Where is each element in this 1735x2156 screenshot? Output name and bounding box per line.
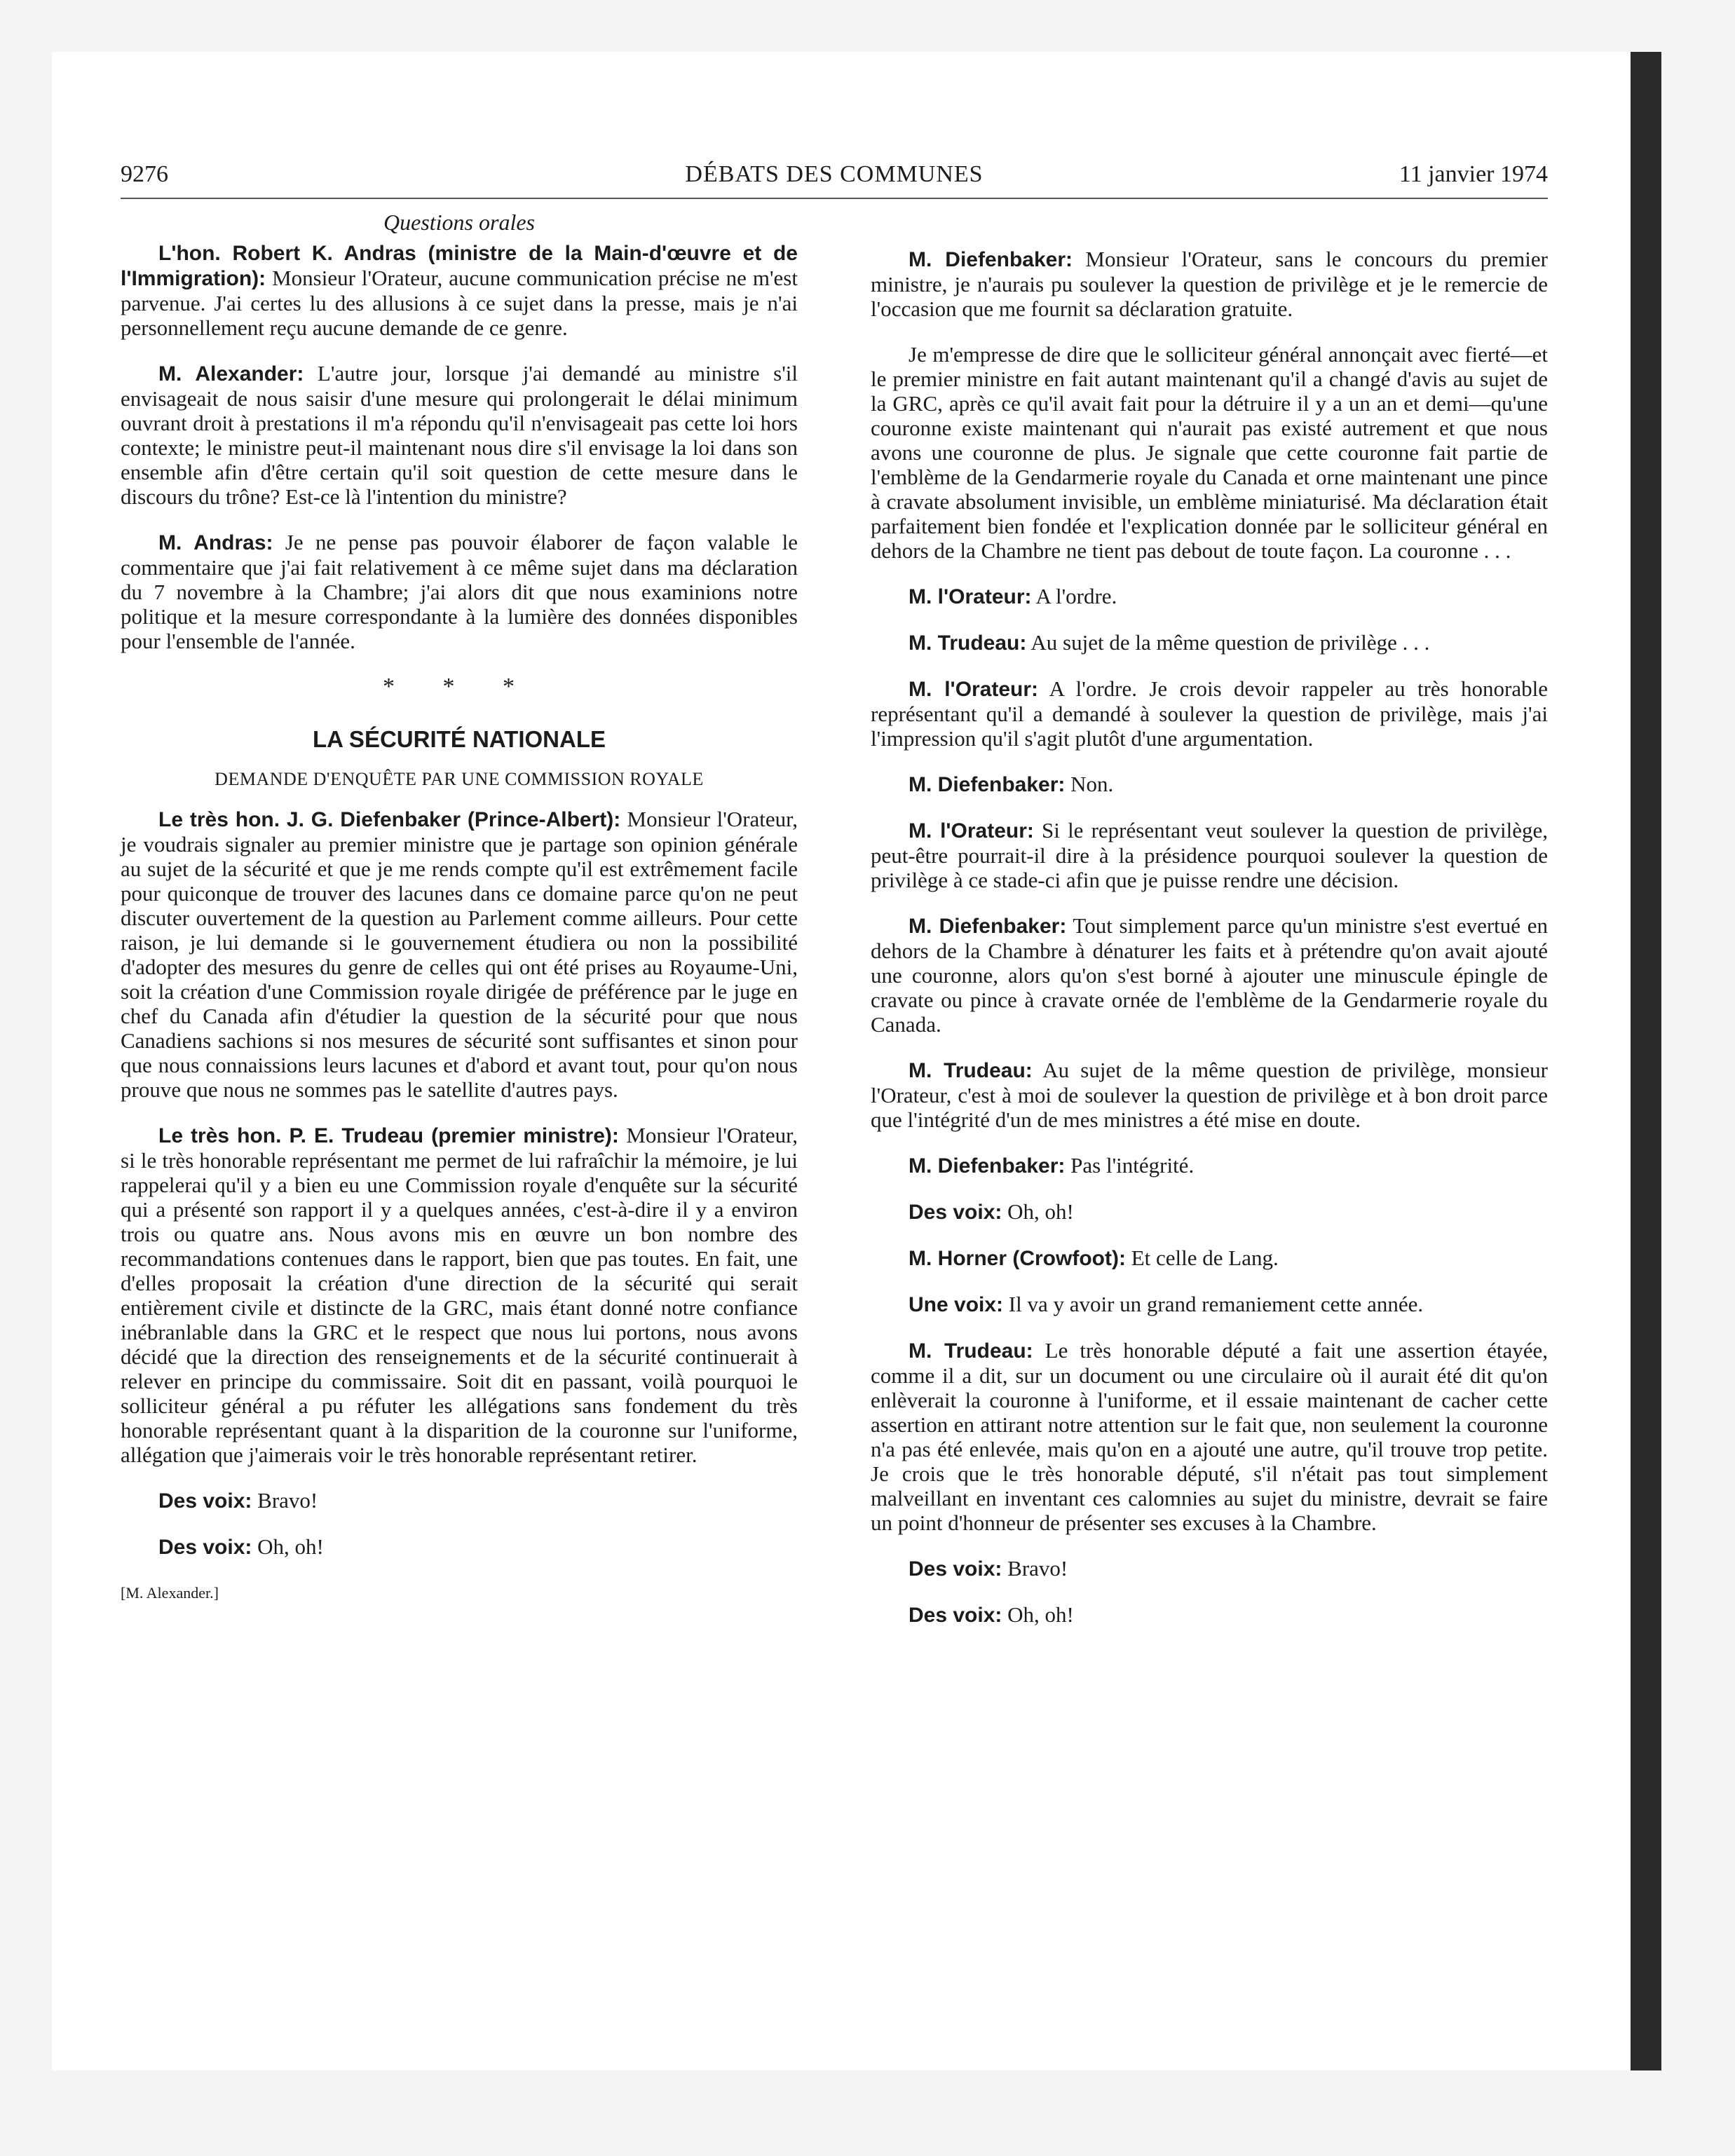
speech-paragraph	[871, 1153, 1548, 1178]
speech-text: Monsieur l'Orateur, aucune communication précise ne m'est parvenue. J'ai certes lu des allusions à ce sujet dans la presse, mais je n'ai personnellement reçu aucune demande de ce genre.	[121, 266, 798, 340]
speech-text: Au sujet de la même question de privilège, monsieur l'Orateur, c'est à moi de soulever la question de privilège et à bon droit parce que l'intégrité d'un de mes ministres a été mise en doute.	[871, 1058, 1548, 1132]
speaker-name: Le très hon. P. E. Trudeau (premier ministre):	[158, 1124, 619, 1147]
speech-paragraph	[871, 1058, 1548, 1132]
section-subheading: DEMANDE D'ENQUÊTE PAR UNE COMMISSION ROYALE	[215, 769, 704, 789]
left-column	[121, 210, 798, 1626]
speech-text: Je m'empresse de dire que le solliciteur général annonçait avec fierté—et le premier ministre en fait autant maintenant qu'il a changé d'avis au sujet de la GRC, après ce qu'il avait fait pour la détruire il y a un an et demi—qu'une couronne existe maintenant qui n'aurait pas existé autrement et que nous avons une couronne de plus. Je signale que cette couronne fait partie de l'emblème de la Gendarmerie royale du Canada et orne maintenant une pince à cravate absolument invisible, un emblème miniaturisé. Ma déclaration était parfaitement bien fondée et l'explication donnée par le solliciteur général en dehors de la Chambre ne tient pas debout de toute façon. La couronne . . .	[871, 342, 1548, 563]
section-heading: LA SÉCURITÉ NATIONALE	[313, 726, 606, 752]
speech-paragraph	[871, 342, 1548, 563]
speaker-name: M. Andras:	[158, 531, 273, 554]
speech-paragraph	[871, 1556, 1548, 1581]
speech-paragraph	[871, 1246, 1548, 1271]
speaker-name: Le très hon. J. G. Diefenbaker (Prince-Albert):	[158, 808, 621, 831]
publication-title: DÉBATS DES COMMUNES	[685, 161, 984, 187]
speaker-name: M. Trudeau:	[909, 1059, 1033, 1082]
speech-paragraph	[871, 1292, 1548, 1317]
speech-text: Non.	[1065, 772, 1114, 796]
speaker-name: Des voix:	[158, 1489, 252, 1513]
speech-paragraph	[871, 1602, 1548, 1628]
speech-text: Bravo!	[252, 1488, 318, 1513]
speaker-name: L'hon. Robert K. Andras (ministre de la Main-d'œuvre et de l'Immigration):	[121, 242, 798, 290]
speech-text: Je ne pense pas pouvoir élaborer de façon valable le commentaire que j'ai fait relativement à ce même sujet dans ma déclaration du 7 novembre à la Chambre; j'ai alors dit que nous examinions notre politique et la mesure correspondante à la lumière des données disponibles pour l'ensemble de l'année.	[121, 530, 798, 653]
speech-text: Et celle de Lang.	[1125, 1246, 1279, 1270]
speech-text: Oh, oh!	[252, 1534, 324, 1559]
speech-text: Si le représentant veut soulever la question de privilège, peut-être pourrait-il dire à la présidence pourquoi soulever la question de privilège à ce stade-ci afin que je puisse rendre une décision.	[871, 818, 1548, 892]
left-paragraphs-2	[121, 807, 798, 1560]
speaker-name: M. Diefenbaker:	[909, 248, 1073, 271]
page-header	[121, 160, 1548, 199]
speech-text: Monsieur l'Orateur, si le très honorable représentant me permet de lui rafraîchir la mémoire, je lui rappelerai qu'il y a bien eu une Commission royale d'enquête sur la sécurité qui a présenté son rapport il y a quelques années, c'est-à-dire il y a environ trois ou quatre ans. Nous avons mis en œuvre un bon nombre des recommandations contenues dans le rapport, bien que pas toutes. En fait, une d'elles proposait la création d'une direction de la sécurité qui serait entièrement civile et distincte de la GRC, mais étant donné notre confiance inébranlable dans la GRC et le respect que nous lui portons, nous avons décidé que la direction des renseignements et de la sécurité continuerait à relever en principe du commissaire. Soit dit en passant, voilà pourquoi le solliciteur général a pu réfuter les allégations sans fondement du très honorable représentant quant à la disparition de la couronne sur l'uniforme, allégation que j'aimerais voir le très honorable représentant retirer.	[121, 1123, 798, 1467]
speech-text: Oh, oh!	[1002, 1199, 1074, 1224]
speech-paragraph	[871, 772, 1548, 797]
speaker-name: M. l'Orateur:	[909, 678, 1039, 701]
speech-paragraph	[871, 1338, 1548, 1535]
speech-paragraph	[871, 630, 1548, 655]
speaker-name: M. Diefenbaker:	[909, 915, 1067, 938]
speech-paragraph	[121, 530, 798, 653]
speaker-name: Des voix:	[909, 1604, 1002, 1627]
speaker-name: M. l'Orateur:	[909, 585, 1032, 608]
speech-paragraph	[871, 818, 1548, 892]
page-date: 11 janvier 1974	[1399, 161, 1548, 187]
speaker-name: M. l'Orateur:	[909, 819, 1034, 842]
footnote: [M. Alexander.]	[121, 1584, 219, 1602]
speech-text: Monsieur l'Orateur, je voudrais signaler au premier ministre que je partage son opinion générale au sujet de la sécurité et que je me rends compte qu'il est extrêmement facile pour quiconque de trouver des lacunes dans ce domaine parce qu'on ne peut discuter ouvertement de la question au Parlement comme ailleurs. Pour cette raison, je lui demande si le gouvernement étudiera ou non la possibilité d'adopter des mesures du genre de celles qui ont été prises au Royaume-Uni, soit la création d'une Commission royale dirigée de préférence par le juge en chef du Canada afin d'étudier la question de la sécurité pour que nous Canadiens sachions si nos mesures de sécurité sont suffisantes et sinon pour que nous connaissions leurs lacunes et d'abord et avant tout, pour qu'on nous prouve que nous ne sommes pas le satellite d'autres pays.	[121, 807, 798, 1102]
speech-text: Monsieur l'Orateur, sans le concours du premier ministre, je n'aurais pu soulever la question de privilège et je le remercie de l'occasion que me fournit sa déclaration gratuite.	[871, 247, 1548, 321]
speaker-name: Des voix:	[158, 1536, 252, 1559]
separator: * * *	[383, 674, 536, 700]
page-number: 9276	[121, 161, 168, 187]
speech-text: Au sujet de la même question de privilège . . .	[1026, 630, 1430, 655]
speaker-name: M. Horner (Crowfoot):	[909, 1247, 1126, 1270]
scan-edge-bar	[1631, 52, 1661, 2070]
speech-paragraph	[871, 1199, 1548, 1224]
speech-text: Tout simplement parce qu'un ministre s'est evertué en dehors de la Chambre à dénaturer les faits et à prétendre qu'on avait ajouté une couronne, alors qu'on s'est borné à ajouter une minuscule épingle de cravate ou pince à cravate ornée de l'emblème de la Gendarmerie royale du Canada.	[871, 913, 1548, 1037]
speech-paragraph	[871, 676, 1548, 751]
speech-text: Pas l'intégrité.	[1065, 1153, 1195, 1178]
speech-paragraph	[121, 1123, 798, 1467]
speech-text: A l'ordre. Je crois devoir rappeler au très honorable représentant qu'il a demandé à soulever la question de privilège, mais j'ai l'impression qu'il s'agit plutôt d'une argumentation.	[871, 676, 1548, 751]
speech-text: Bravo!	[1002, 1556, 1068, 1581]
speaker-name: M. Diefenbaker:	[909, 1154, 1066, 1178]
speech-text: A l'ordre.	[1031, 584, 1117, 608]
speaker-name: M. Trudeau:	[909, 1339, 1033, 1363]
speaker-name: M. Alexander:	[158, 362, 304, 386]
left-paragraphs	[121, 240, 798, 653]
speech-text: Oh, oh!	[1002, 1602, 1074, 1627]
speech-paragraph	[121, 807, 798, 1102]
speech-paragraph	[121, 240, 798, 340]
speech-text: L'autre jour, lorsque j'ai demandé au ministre s'il envisageait de nous saisir d'une mesure qui prolongerait le délai minimum ouvrant droit à prestations il m'a répondu qu'il n'envisageait pas cette loi hors contexte; le ministre peut-il maintenant nous dire s'il envisage la loi dans son ensemble afin d'être certain qu'il soit question de cette mesure dans le discours du trône? Est-ce là l'intention du ministre?	[121, 361, 798, 509]
speech-paragraph	[121, 361, 798, 509]
speech-paragraph	[871, 913, 1548, 1037]
speech-paragraph	[871, 584, 1548, 609]
speech-paragraph	[121, 1488, 798, 1513]
right-column	[871, 247, 1548, 1649]
speech-paragraph	[121, 1534, 798, 1560]
right-paragraphs	[871, 247, 1548, 1628]
speaker-name: M. Diefenbaker:	[909, 773, 1066, 796]
speaker-name: Une voix:	[909, 1293, 1004, 1316]
speaker-name: Des voix:	[909, 1201, 1002, 1224]
speech-text: Le très honorable député a fait une assertion étayée, comme il a dit, sur un document ou une circulaire où il aurait été dit qu'on enlèverait la couronne à l'uniforme, et il essaie maintenant de cacher cette assertion en attirant notre attention sur le fait que, non seulement la couronne n'a pas été enlevée, mais qu'on en a ajouté une autre, qu'il trouve trop petite. Je crois que le très honorable député, s'il n'était pas tout simplement malveillant en inventant ces calomnies au sujet du ministre, devrait se faire un point d'honneur de présenter ses excuses à la Chambre.	[871, 1338, 1548, 1535]
speaker-name: Des voix:	[909, 1557, 1002, 1581]
section-label: Questions orales	[383, 210, 535, 235]
speech-text: Il va y avoir un grand remaniement cette année.	[1003, 1292, 1424, 1316]
speaker-name: M. Trudeau:	[909, 632, 1027, 655]
speech-paragraph	[871, 247, 1548, 321]
